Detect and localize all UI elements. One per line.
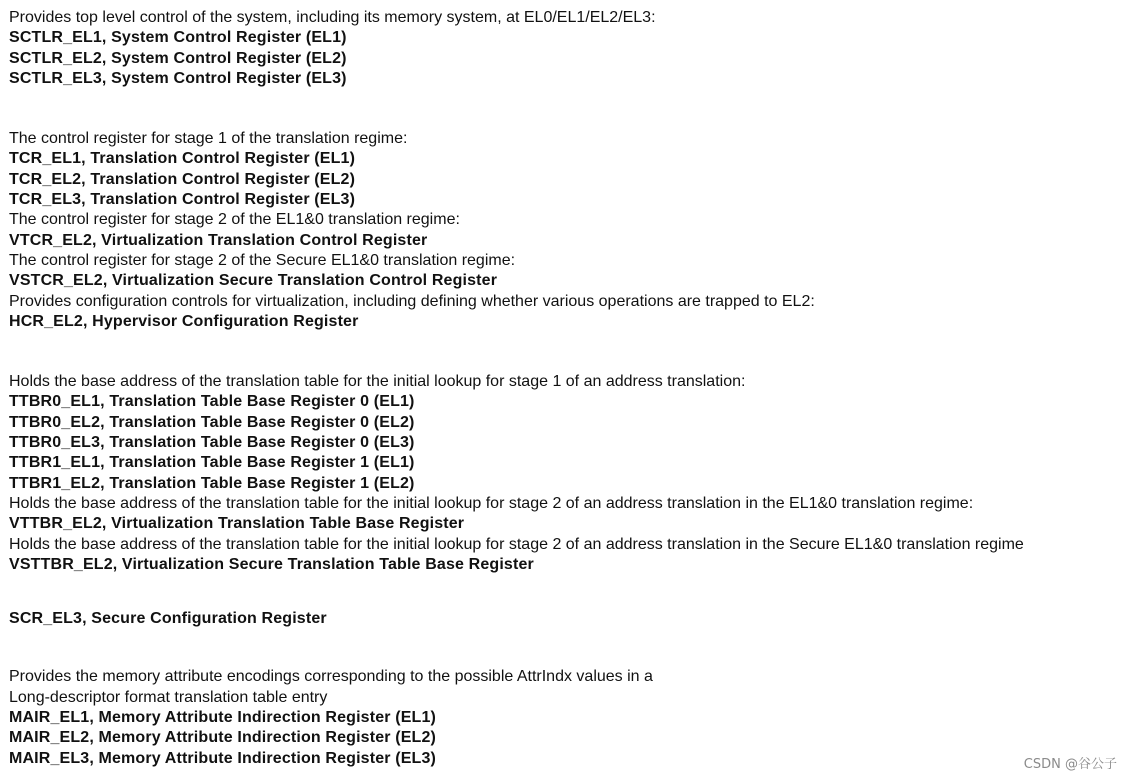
hcr-description: Provides configuration controls for virtualization, including defining whether various operations are trapped to EL2: bbox=[9, 292, 815, 310]
spacer bbox=[9, 575, 1124, 609]
register-vtcr-el2: VTCR_EL2, Virtualization Translation Control Register bbox=[9, 231, 428, 249]
vttbr-description: Holds the base address of the translation table for the initial lookup for stage 2 of an address translation in the EL1&0 translation regime: bbox=[9, 494, 974, 512]
register-scr-el3: SCR_EL3, Secure Configuration Register bbox=[9, 610, 327, 628]
ttbr-description: Holds the base address of the translation table for the initial lookup for stage 1 of an address translation: bbox=[9, 373, 746, 391]
tcr-description: The control register for stage 1 of the translation regime: bbox=[9, 130, 408, 148]
register-mair-el1: MAIR_EL1, Memory Attribute Indirection Register (EL1) bbox=[9, 709, 436, 727]
register-vsttbr-el2: VSTTBR_EL2, Virtualization Secure Translation Table Base Register bbox=[9, 555, 534, 573]
register-sctlr-el1: SCTLR_EL1, System Control Register (EL1) bbox=[9, 29, 347, 47]
register-sctlr-el2: SCTLR_EL2, System Control Register (EL2) bbox=[9, 49, 347, 67]
vsttbr-description: Holds the base address of the translation table for the initial lookup for stage 2 of an address translation in the Secure EL1&0 translation regime bbox=[9, 535, 1024, 553]
csdn-watermark: CSDN @谷公子 bbox=[1023, 757, 1117, 772]
spacer bbox=[9, 332, 1124, 372]
register-ttbr1-el1: TTBR1_EL1, Translation Table Base Register 1 (EL1) bbox=[9, 454, 415, 472]
register-tcr-el1: TCR_EL1, Translation Control Register (EL1) bbox=[9, 150, 356, 168]
spacer bbox=[9, 89, 1124, 129]
register-hcr-el2: HCR_EL2, Hypervisor Configuration Register bbox=[9, 312, 359, 330]
register-vstcr-el2: VSTCR_EL2, Virtualization Secure Translation Control Register bbox=[9, 272, 498, 290]
register-tcr-el3: TCR_EL3, Translation Control Register (EL3) bbox=[9, 191, 356, 209]
register-ttbr0-el3: TTBR0_EL3, Translation Table Base Register 0 (EL3) bbox=[9, 434, 415, 452]
mair-description-line2: Long-descriptor format translation table entry bbox=[9, 688, 328, 706]
vstcr-description: The control register for stage 2 of the Secure EL1&0 translation regime: bbox=[9, 251, 516, 269]
register-tcr-el2: TCR_EL2, Translation Control Register (EL2) bbox=[9, 170, 356, 188]
mair-description-line1: Provides the memory attribute encodings corresponding to the possible AttrIndx values in a bbox=[9, 668, 653, 686]
register-ttbr0-el2: TTBR0_EL2, Translation Table Base Register 0 (EL2) bbox=[9, 413, 415, 431]
register-ttbr1-el2: TTBR1_EL2, Translation Table Base Register 1 (EL2) bbox=[9, 474, 415, 492]
spacer bbox=[9, 629, 1124, 667]
sctlr-description: Provides top level control of the system, including its memory system, at EL0/EL1/EL2/EL3: bbox=[9, 9, 656, 26]
register-sctlr-el3: SCTLR_EL3, System Control Register (EL3) bbox=[9, 69, 347, 87]
register-mair-el2: MAIR_EL2, Memory Attribute Indirection Register (EL2) bbox=[9, 729, 436, 747]
vtcr-description: The control register for stage 2 of the EL1&0 translation regime: bbox=[9, 211, 460, 229]
register-ttbr0-el1: TTBR0_EL1, Translation Table Base Register 0 (EL1) bbox=[9, 393, 415, 411]
register-vttbr-el2: VTTBR_EL2, Virtualization Translation Table Base Register bbox=[9, 515, 465, 533]
document-body bbox=[9, 8, 1124, 769]
register-mair-el3: MAIR_EL3, Memory Attribute Indirection Register (EL3) bbox=[9, 749, 436, 767]
